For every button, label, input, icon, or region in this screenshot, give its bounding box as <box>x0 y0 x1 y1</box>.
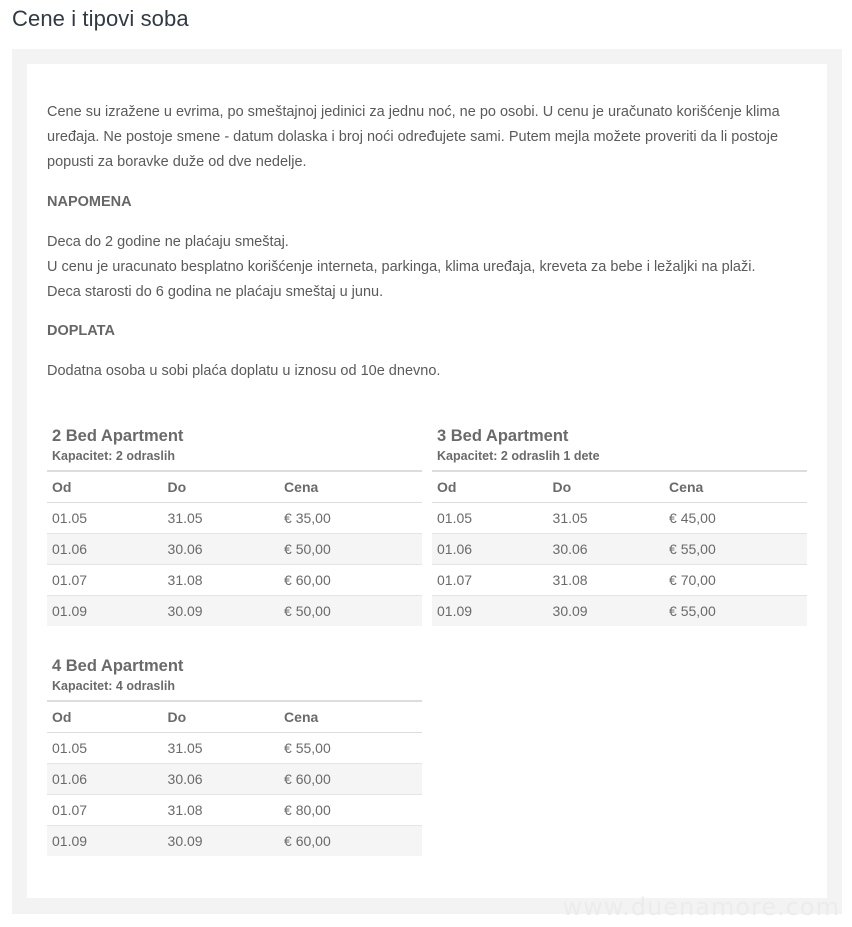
column-header-od: Od <box>47 471 163 503</box>
doplata-heading: DOPLATA <box>47 323 115 339</box>
table-row <box>432 596 807 627</box>
cell-do: 30.09 <box>163 826 280 857</box>
apartment-name: 3 Bed Apartment <box>437 427 569 445</box>
description <box>47 100 817 384</box>
apartment-capacity: Kapacitet: 2 odraslih <box>52 449 175 463</box>
price-table <box>47 700 422 856</box>
cell-cena: € 50,00 <box>279 596 422 627</box>
cell-od: 01.05 <box>47 733 163 764</box>
cell-cena: € 70,00 <box>664 565 807 596</box>
cell-do: 31.08 <box>163 565 280 596</box>
cell-do: 31.05 <box>163 733 280 764</box>
cell-do: 30.09 <box>548 596 665 627</box>
cell-od: 01.09 <box>47 826 163 857</box>
table-row <box>432 565 807 596</box>
cell-od: 01.07 <box>47 565 163 596</box>
cell-cena: € 55,00 <box>664 534 807 565</box>
cell-do: 30.09 <box>163 596 280 627</box>
cell-od: 01.09 <box>47 596 163 627</box>
cell-od: 01.06 <box>47 534 163 565</box>
table-row <box>47 534 422 565</box>
cell-do: 31.08 <box>548 565 665 596</box>
table-header-row <box>47 471 422 503</box>
apartment-4-bed <box>47 655 422 856</box>
cell-cena: € 35,00 <box>279 503 422 534</box>
cell-cena: € 50,00 <box>279 534 422 565</box>
column-header-cena: Cena <box>279 701 422 733</box>
content-frame <box>12 49 842 914</box>
column-header-do: Do <box>163 471 280 503</box>
table-row <box>47 826 422 857</box>
apartment-capacity: Kapacitet: 2 odraslih 1 dete <box>437 449 600 463</box>
cell-od: 01.05 <box>47 503 163 534</box>
cell-do: 30.06 <box>163 534 280 565</box>
table-row <box>47 795 422 826</box>
intro-paragraph: Cene su izražene u evrima, po smeštajnoj jedinici za jednu noć, ne po osobi. U cenu je uračunato korišćenje klima uređaja. Ne postoje smene - datum dolaska i broj noći određujete sami. Putem mejla možete proveriti da li postoje popusti za boravke duže od dve nedelje. <box>47 104 780 170</box>
cell-od: 01.05 <box>432 503 548 534</box>
napomena-paragraph <box>47 230 817 305</box>
napomena-heading: NAPOMENA <box>47 194 132 210</box>
cell-cena: € 55,00 <box>279 733 422 764</box>
cell-do: 30.06 <box>163 764 280 795</box>
table-header-row <box>47 701 422 733</box>
apartment-3-bed <box>432 425 807 626</box>
cell-cena: € 60,00 <box>279 764 422 795</box>
price-table <box>47 470 422 626</box>
table-row <box>432 534 807 565</box>
cell-do: 31.05 <box>163 503 280 534</box>
column-header-cena: Cena <box>279 471 422 503</box>
napomena-line: Deca starosti do 6 godina ne plaćaju smeštaj u junu. <box>47 284 384 300</box>
cell-cena: € 45,00 <box>664 503 807 534</box>
cell-do: 31.08 <box>163 795 280 826</box>
table-row <box>432 503 807 534</box>
cell-od: 01.07 <box>47 795 163 826</box>
cell-cena: € 60,00 <box>279 565 422 596</box>
cell-od: 01.07 <box>432 565 548 596</box>
column-header-cena: Cena <box>664 471 807 503</box>
doplata-paragraph: Dodatna osoba u sobi plaća doplatu u iznosu od 10e dnevno. <box>47 363 441 379</box>
cell-cena: € 55,00 <box>664 596 807 627</box>
cell-do: 30.06 <box>548 534 665 565</box>
table-row <box>47 733 422 764</box>
apartment-name: 2 Bed Apartment <box>52 427 184 445</box>
apartment-capacity: Kapacitet: 4 odraslih <box>52 679 175 693</box>
cell-cena: € 60,00 <box>279 826 422 857</box>
column-header-do: Do <box>548 471 665 503</box>
table-header-row <box>432 471 807 503</box>
column-header-od: Od <box>432 471 548 503</box>
column-header-do: Do <box>163 701 280 733</box>
price-table <box>432 470 807 626</box>
content-panel <box>27 64 827 898</box>
apartment-name: 4 Bed Apartment <box>52 657 184 675</box>
cell-do: 31.05 <box>548 503 665 534</box>
page-title: Cene i tipovi soba <box>12 6 189 31</box>
cell-od: 01.06 <box>47 764 163 795</box>
napomena-line: U cenu je uracunato besplatno korišćenje interneta, parkinga, klima uređaja, kreveta za bebe i ležaljki na plaži. <box>47 259 756 275</box>
cell-od: 01.09 <box>432 596 548 627</box>
column-header-od: Od <box>47 701 163 733</box>
napomena-line: Deca do 2 godine ne plaćaju smeštaj. <box>47 234 289 250</box>
cell-cena: € 80,00 <box>279 795 422 826</box>
watermark-text: www.duenamore.com <box>562 893 840 921</box>
cell-od: 01.06 <box>432 534 548 565</box>
apartment-2-bed <box>47 425 422 626</box>
table-row <box>47 503 422 534</box>
table-row <box>47 565 422 596</box>
table-row <box>47 596 422 627</box>
table-row <box>47 764 422 795</box>
